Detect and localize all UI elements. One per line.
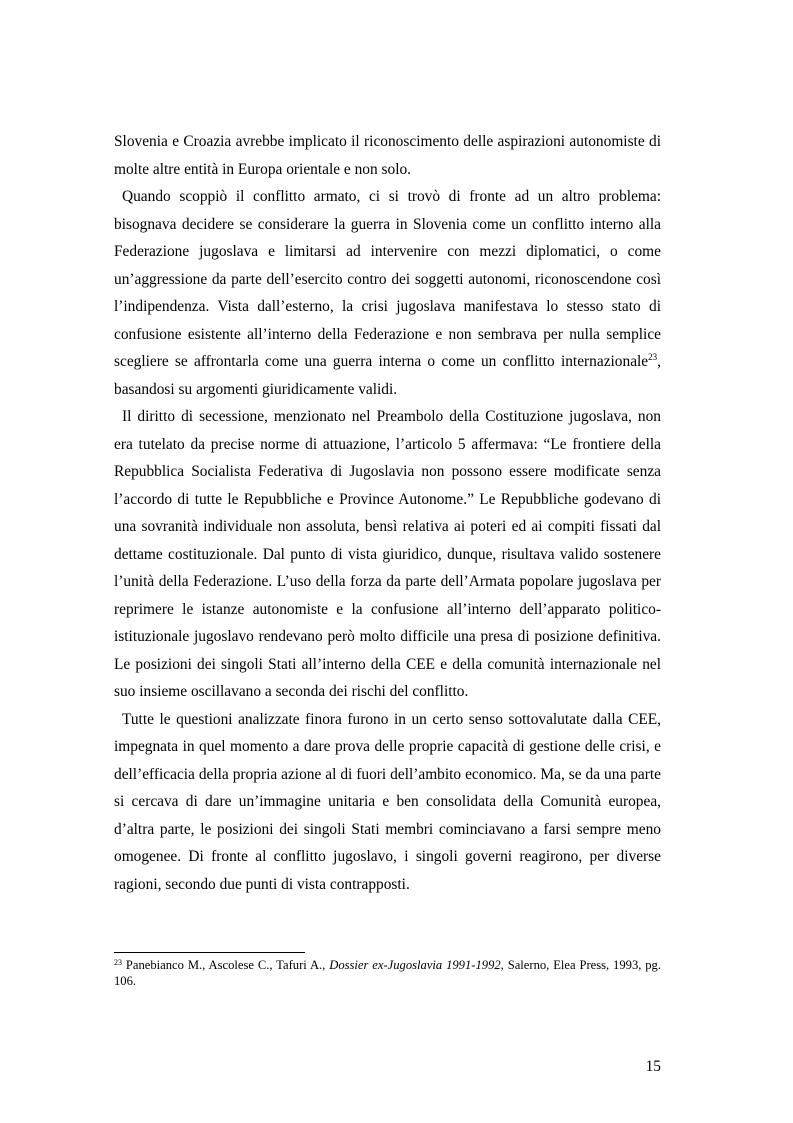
footnote-separator [114, 952, 305, 953]
footnote-title: Dossier ex-Jugoslavia 1991-1992 [329, 958, 501, 972]
footnote-publication: , Salerno, Elea Press, 1993, pg. 106. [114, 958, 662, 988]
paragraph: Tutte le questioni analizzate finora furono in un certo senso sottovalutate dalla CEE, impegnata in quel momento a dare prova delle proprie capacità di gestione delle crisi, e dell’efficacia della propria azione al di fuori dell’ambito economico. Ma, se da una parte si cercava di dare un’immagine unitaria e ben consolidata della Comunità europea, d’altra parte, le posizioni dei singoli Stati membri cominciavano a farsi sempre meno omogenee. Di fronte al conflitto jugoslavo, i singoli governi reagirono, per diverse ragioni, secondo due punti di vista contrapposti. [114, 710, 661, 893]
paragraph-text-continued: , basandosi su argomenti giuridicamente validi. [114, 353, 661, 398]
footnote [114, 957, 661, 989]
paragraph [114, 183, 661, 403]
paragraph-text: Quando scoppiò il conflitto armato, ci si trovò di fronte ad un altro problema: bisognava decidere se considerare la guerra in Slovenia come un conflitto interno alla Federazione jugoslava e limitarsi ad intervenire con mezzi diplomatici, o come un’aggressione da parte dell’esercito contro dei soggetti autonomi, riconoscendone così l’indipendenza. Vista dall’esterno, la crisi jugoslava manifestava lo stesso stato di confusione esistente all’interno della Federazione e non sembrava per nulla semplice scegliere se affrontarla come una guerra interna o come un conflitto internazionale [114, 188, 661, 370]
footnote-reference[interactable]: 23 [648, 352, 658, 362]
page-number: 15 [645, 1058, 661, 1075]
footnote-authors: Panebianco M., Ascolese C., Tafuri A., [125, 958, 330, 972]
paragraph: Slovenia e Croazia avrebbe implicato il riconoscimento delle aspirazioni autonomiste di molte altre entità in Europa orientale e non solo. [114, 133, 661, 178]
body-text [114, 128, 661, 898]
footnote-number: 23 [114, 958, 122, 967]
paragraph: Il diritto di secessione, menzionato nel Preambolo della Costituzione jugoslava, non era tutelato da precise norme di attuazione, l’articolo 5 affermava: “Le frontiere della Repubblica Socialista Federativa di Jugoslavia non possono essere modificate senza l’accordo di tutte le Repubbliche e Province Autonome.” Le Repubbliche godevano di una sovranità individuale non assoluta, bensì relativa ai poteri ed ai compiti fissati dal dettame costituzionale. Dal punto di vista giuridico, dunque, risultava valido sostenere l’unità della Federazione. L’uso della forza da parte dell’Armata popolare jugoslava per reprimere le istanze autonomiste e la confusione all’interno dell’apparato politico-istituzionale jugoslavo rendevano però molto difficile una presa di posizione definitiva. Le posizioni dei singoli Stati all’interno della CEE e della comunità internazionale nel suo insieme oscillavano a seconda dei rischi del conflitto. [114, 408, 661, 700]
